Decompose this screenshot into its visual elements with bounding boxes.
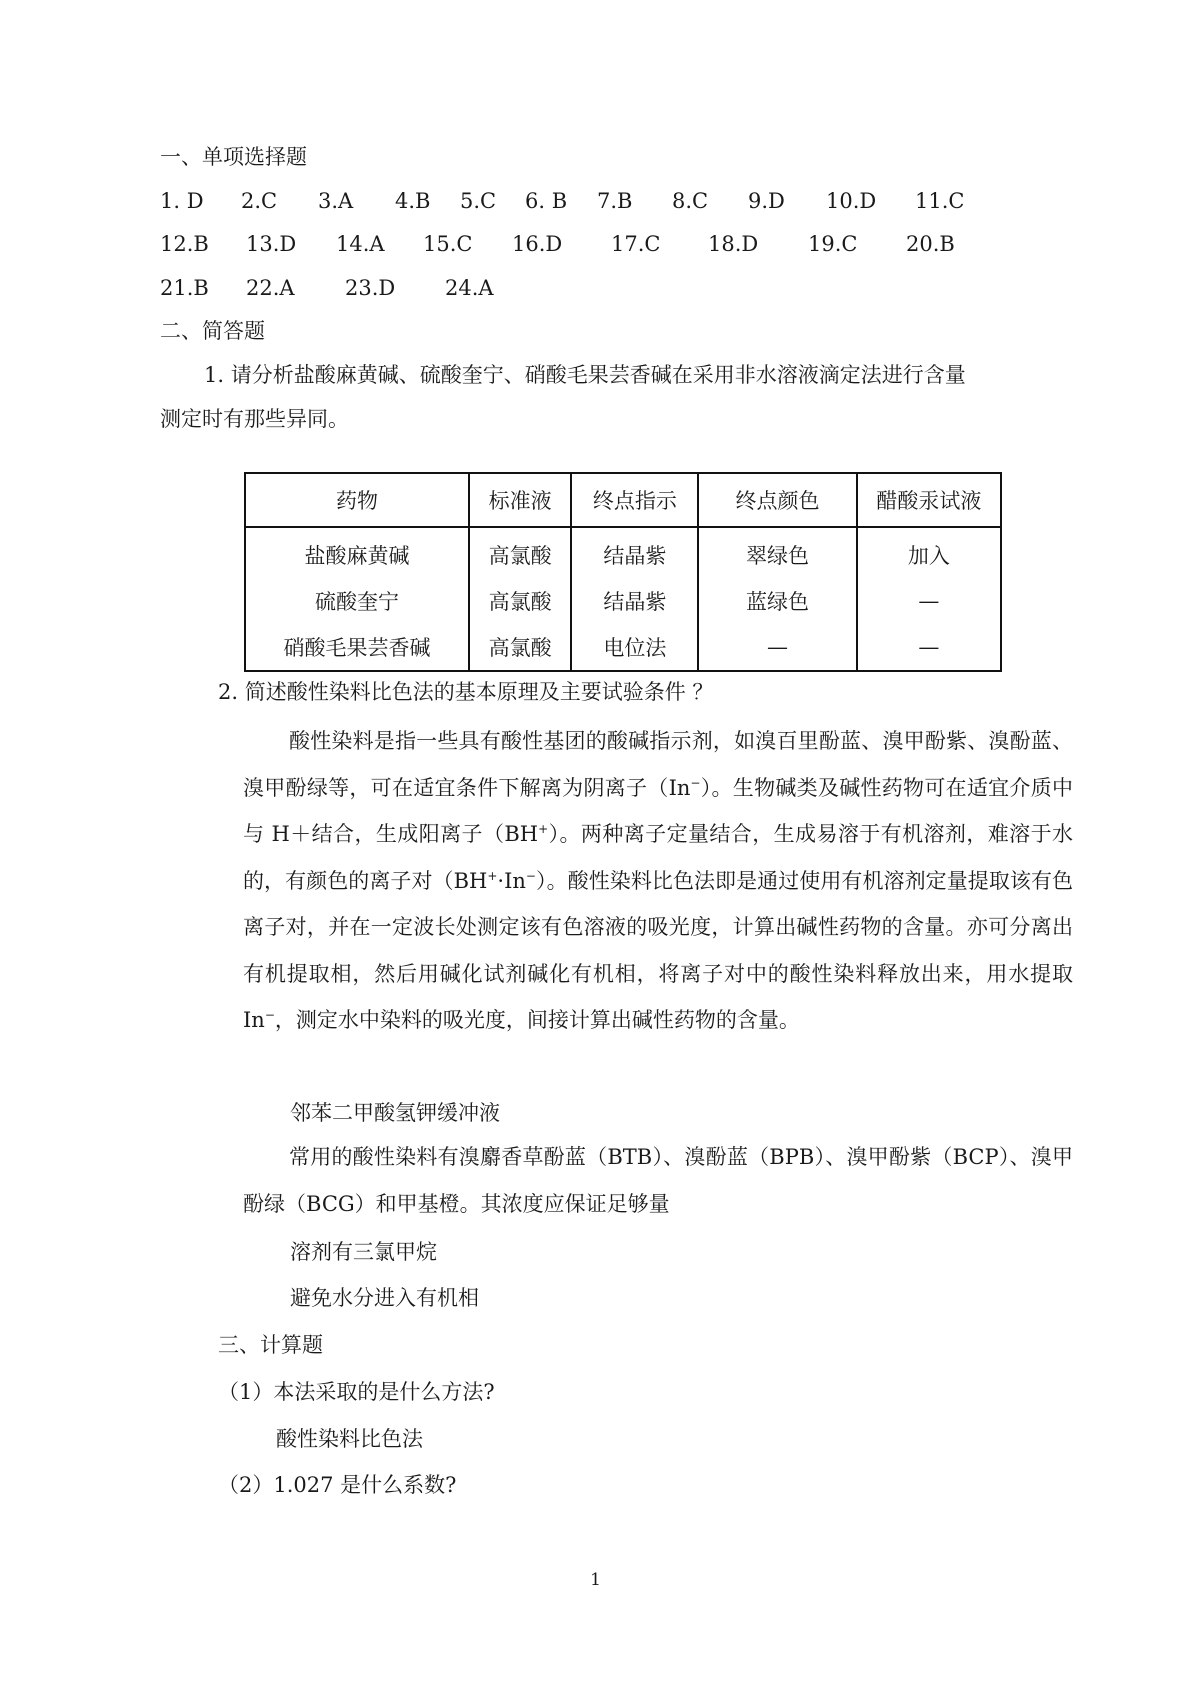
answer-item: 4.B	[395, 189, 431, 213]
table-cell: 硝酸毛果芸香碱	[245, 624, 469, 671]
answer-item: 18.D	[708, 232, 759, 256]
table-row	[245, 578, 1001, 624]
condition-dyes-paragraph: 常用的酸性染料有溴麝香草酚蓝（BTB）、溴酚蓝（BPB）、溴甲酚紫（BCP）、溴甲酚绿（BCG）和甲基橙。其浓度应保证足够量	[243, 1145, 1073, 1216]
table-cell: 蓝绿色	[698, 578, 856, 624]
answer-item: 10.D	[826, 189, 877, 213]
table-header: 药物	[245, 473, 469, 527]
drug-comparison-table	[244, 472, 1002, 672]
table-cell: —	[857, 624, 1001, 671]
table-cell: 高氯酸	[469, 527, 571, 578]
condition-solvent: 溶剂有三氯甲烷	[290, 1240, 437, 1264]
table-cell: 盐酸麻黄碱	[245, 527, 469, 578]
answer-item: 20.B	[906, 232, 955, 256]
table-row	[245, 624, 1001, 671]
table-cell: 电位法	[571, 624, 698, 671]
table-header: 终点颜色	[698, 473, 856, 527]
answer-item: 11.C	[915, 189, 965, 213]
table-cell: 高氯酸	[469, 578, 571, 624]
calc-question-2: （2）1.027 是什么系数?	[218, 1473, 457, 1497]
answer-item: 17.C	[611, 232, 661, 256]
condition-buffer: 邻苯二甲酸氢钾缓冲液	[290, 1101, 500, 1125]
section3-title: 三、计算题	[218, 1333, 323, 1357]
answer-item: 5.C	[460, 189, 497, 213]
answer-item: 24.A	[445, 276, 494, 300]
answer-item: 15.C	[423, 232, 473, 256]
table-cell: 高氯酸	[469, 624, 571, 671]
answer-item: 21.B	[160, 276, 209, 300]
answer-item: 23.D	[345, 276, 396, 300]
answer-item: 14.A	[336, 232, 385, 256]
condition-water: 避免水分进入有机相	[290, 1286, 479, 1310]
answer-item: 1. D	[160, 189, 204, 213]
section2-title: 二、简答题	[160, 319, 265, 343]
section1-title: 一、单项选择题	[160, 145, 307, 169]
table-cell: 翠绿色	[698, 527, 856, 578]
answer-item: 2.C	[241, 189, 278, 213]
table-cell: 结晶紫	[571, 527, 698, 578]
table-cell: 结晶紫	[571, 578, 698, 624]
question-1-line-2: 测定时有那些异同。	[160, 407, 349, 431]
table-header: 终点指示	[571, 473, 698, 527]
calc-answer-1: 酸性染料比色法	[276, 1427, 423, 1451]
table-header-row	[245, 473, 1001, 527]
answer-item: 16.D	[512, 232, 563, 256]
table-row	[245, 527, 1001, 578]
page-number: 1	[590, 1570, 601, 1590]
table-cell: —	[857, 578, 1001, 624]
table-header: 醋酸汞试液	[857, 473, 1001, 527]
answer-item: 9.D	[748, 189, 785, 213]
calc-question-1: （1）本法采取的是什么方法?	[218, 1380, 495, 1404]
principle-paragraph: 酸性染料是指一些具有酸性基团的酸碱指示剂，如溴百里酚蓝、溴甲酚紫、溴酚蓝、溴甲酚绿等，可在适宜条件下解离为阴离子（In−）。生物碱类及碱性药物可在适宜介质中与 H＋结合，生成阳离子（BH+）。两种离子定量结合，生成易溶于有机溶剂，难溶于水的，有颜色的离子对（BH+·In−）。酸性染料比色法即是通过使用有机溶剂定量提取该有色离子对，并在一定波长处测定该有色溶液的吸光度，计算出碱性药物的含量。亦可分离出有机提取相，然后用碱化试剂碱化有机相，将离子对中的酸性染料释放出来，用水提取 In−，测定水中染料的吸光度，间接计算出碱性药物的含量。	[243, 729, 1074, 1032]
question-1-line-1: 1. 请分析盐酸麻黄碱、硫酸奎宁、硝酸毛果芸香碱在采用非水溶液滴定法进行含量	[204, 363, 966, 387]
question-2: 2. 简述酸性染料比色法的基本原理及主要试验条件 ？	[218, 680, 714, 704]
answer-item: 13.D	[246, 232, 297, 256]
answer-item: 7.B	[597, 189, 633, 213]
table-cell: 硫酸奎宁	[245, 578, 469, 624]
answer-item: 3.A	[318, 189, 354, 213]
answer-item: 12.B	[160, 232, 209, 256]
answer-item: 8.C	[672, 189, 709, 213]
table-cell: 加入	[857, 527, 1001, 578]
table-header: 标准液	[469, 473, 571, 527]
answer-item: 19.C	[808, 232, 858, 256]
table-cell: —	[698, 624, 856, 671]
answer-item: 6. B	[525, 189, 568, 213]
answer-item: 22.A	[246, 276, 295, 300]
